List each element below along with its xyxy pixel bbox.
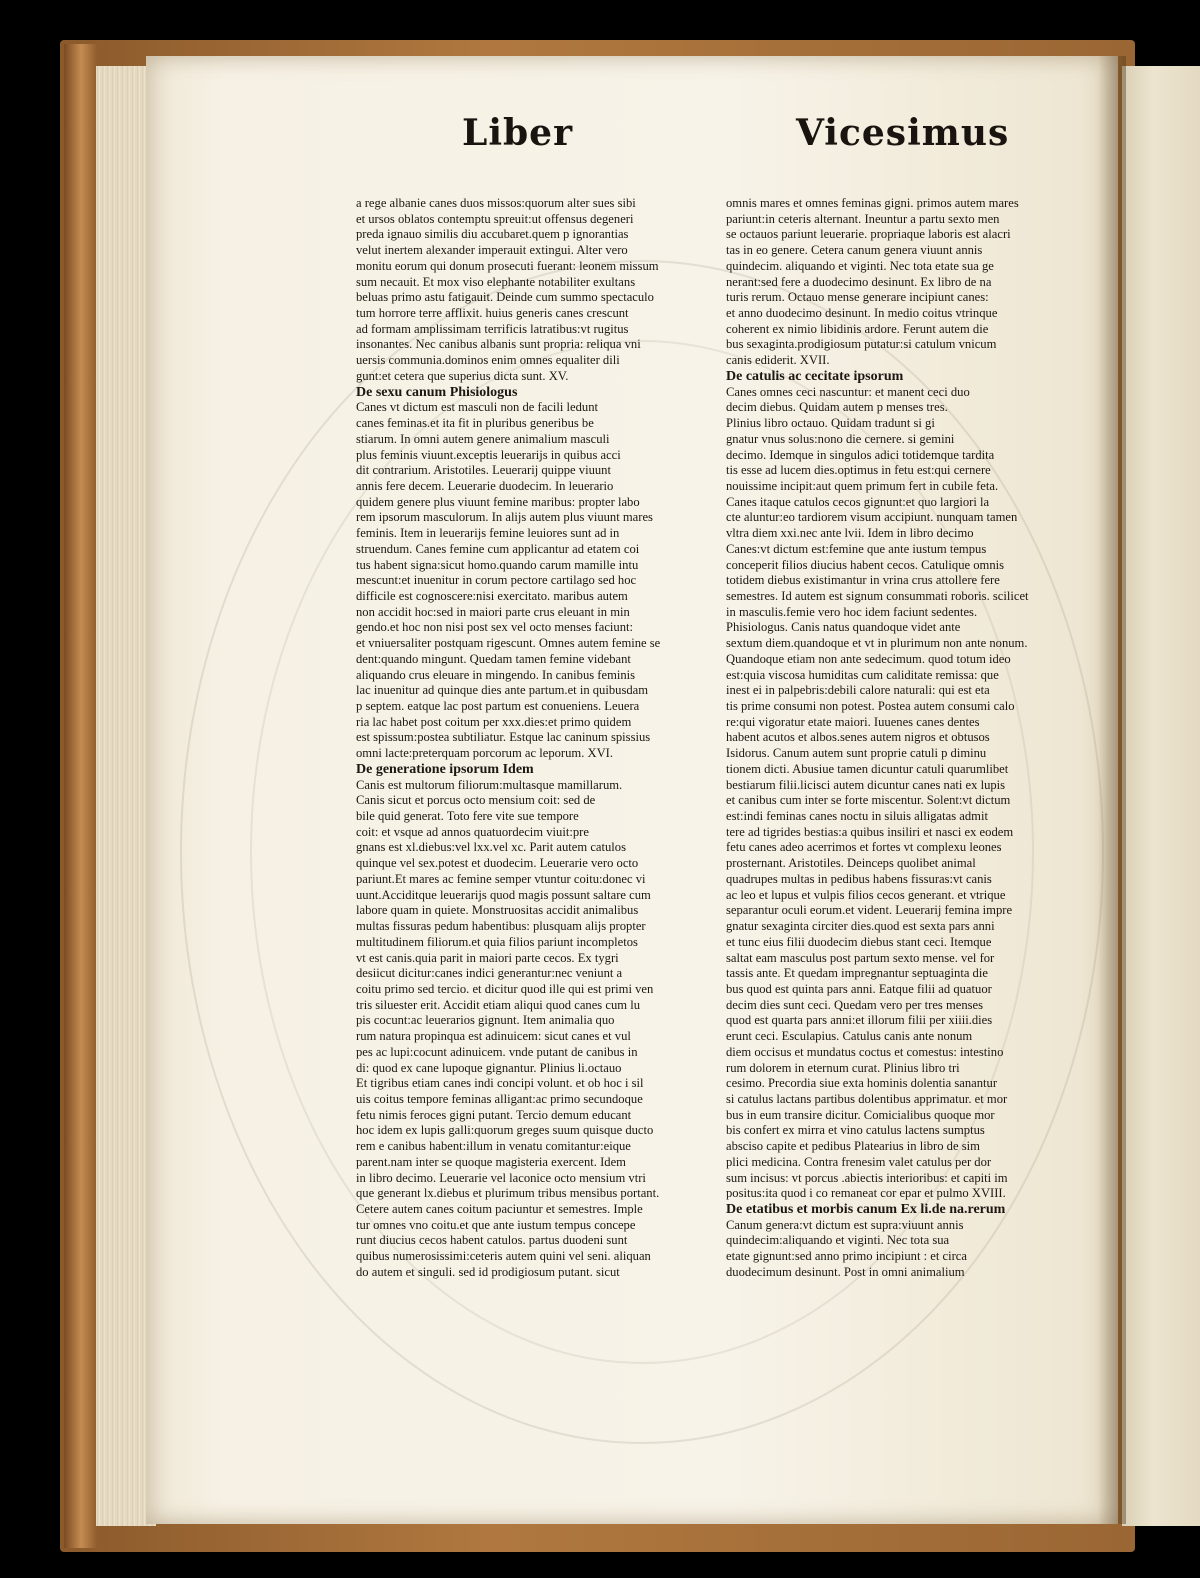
left-column-line: di: quod ex cane lupoque gignantur. Plinius li.octauo [356,1060,622,1075]
left-column-line: tur omnes vno coitu.et que ante iustum tempus concepe [356,1217,636,1232]
right-column-line: re:qui vigoratur etate maiori. Iuuenes canes dentes [726,714,980,729]
left-column-line: uis coitus tempore feminas alligant:ac primo secundoque [356,1091,643,1106]
left-column-line: multas fissuras pedum habentibus: plusquam alijs propter [356,919,646,934]
left-column-line: feminis. Item in leuerarijs femine leuiores sunt ad in [356,526,620,541]
right-column-line: quindecim:aliquando et viginti. Nec tota sua [726,1233,950,1248]
right-column-line: semestres. Id autem est signum consummati roboris. scilicet [726,588,1029,603]
right-column-line: conceperit filios diucius habent cecos. Catulique omnis [726,557,1005,572]
right-column-line: sum incisus: vt porcus .abiectis interioribus: et capiti im [726,1170,1008,1185]
right-column-line: absciso capite et pedibus Platearius in libro de sim [726,1139,980,1154]
left-column-line: Cetere autem canes coitum paciuntur et semestres. Imple [356,1202,643,1216]
left-column-line: beluas primo astu fatigauit. Deinde cum summo spectaculo [356,290,654,305]
left-column-line: rem e canibus habent:illum in venatu comitantur:eique [356,1139,631,1154]
left-column-line: runt diucius cecos habent catulos. partus duodeni sunt [356,1233,628,1248]
left-column-line: De sexu canum Phisiologus [356,384,518,400]
right-column-line: erunt ceci. Esculapius. Catulus canis ante nonum [726,1029,973,1044]
left-column-line: et vniuersaliter postquam rigescunt. Omnes autem femine se [356,636,661,651]
right-column-line: positus:ita quod i co remaneat cor epar et pulmo XVIII. [726,1186,1006,1201]
left-column-line: et ursos oblatos contemptu spreuit:ut offensus degeneri [356,211,634,226]
left-column-line: rum natura propinqua est adinuicem: sicut canes et vul [356,1029,631,1044]
right-column-line: tere ad tigrides bestias:a quibus insiliri et nasci ex eodem [726,824,1014,839]
right-column-line: si catulus lactans partibus dolentibus apprimatur. et mor [726,1091,1008,1106]
left-column-line: omni lacte:preterquam porcorum ac leporum. XVI. [356,746,614,761]
right-column-line: sextum diem.quandoque et vt in plurimum non ante nonum. [726,636,1028,651]
right-column-line: Canes:vt dictum est:femine que ante iustum tempus [726,541,987,556]
running-head-right: Vicesimus [796,112,1010,154]
left-column-line: struendum. Canes femine cum applicantur ad etatem coi [356,541,640,556]
right-column-line: tis prime consumi non potest. Postea autem consumi calo [726,699,1015,713]
left-column-line: ria lac habet post coitum per xxx.dies:et primo quidem [356,714,632,729]
left-column-line: est spissum:postea subtiliatur. Estque lac caninum spissius [356,730,651,745]
right-column-line: diem occisus et mundatus coctus et comestus: intestino [726,1044,1004,1059]
left-column-line: fetu nimis feroces gigni putant. Tercio demum educant [356,1107,632,1122]
right-column-line: habent acutos et albos.senes autem nigros et obtusos [726,730,990,745]
left-column-line: tum horrore terre afflixit. huius generis canes crescunt [356,306,629,321]
left-column-line: dent:quando mingunt. Quedam tamen femine videbant [356,651,631,666]
right-column-line: gnatur sexaginta circiter dies.quod est sexta pars anni [726,919,995,934]
right-column-line: et tunc eius filii duodecim diebus stant ceci. Itemque [726,934,992,949]
right-column-line: plici medicina. Contra frenesim valet catulus per dor [726,1154,992,1169]
right-column-line: Isidorus. Canum autem sunt proprie catuli p diminu [726,746,987,761]
left-column-line: insonantes. Nec canibus albanis sunt propria: reliqua vni [356,337,641,352]
binding-edge [64,44,98,1548]
right-column-line: decim diebus. Quidam autem p menses tres. [726,400,948,415]
right-column-line: prosternant. Aristotiles. Deinceps quolibet animal [726,856,976,871]
right-column-line: quod est quarta pars anni:et illorum filii per xiiii.dies [726,1013,993,1028]
right-column-line: turis rerum. Octauo mense generare incipiunt canes: [726,290,989,305]
left-column-line: pes ac lupi:cocunt adinuicem. vnde putant de canibus in [356,1044,638,1059]
right-column-line: quindecim. aliquando et viginti. Nec tota etate sua ge [726,258,994,273]
left-column-line: non accidit hoc:sed in maiori parte crus eleuant in min [356,604,630,619]
right-column-line: bus in eum transire dicitur. Comicialibus quoque mor [726,1107,995,1122]
left-column-line: coit: et vsque ad annos quatuordecim viuit:pre [356,824,589,839]
left-column-line: dit contrarium. Aristotiles. Leuerarij quippe viuunt [356,463,611,478]
left-column-line: que generant lx.diebus et plurimum tribus mensibus portant. [356,1186,660,1201]
right-column-line: Plinius libro octauo. Quidam tradunt si gi [726,416,935,431]
left-column-line: monitu eorum qui donum prosecuti fuerant: leonem missum [356,258,659,273]
right-column-line: etate gignunt:sed anno primo incipiunt : et circa [726,1249,967,1264]
left-column-line: lac inuenitur ad quinque dies ante partum.et in quibusdam [356,683,649,698]
right-column-line: omnis mares et omnes feminas gigni. primos autem mares [726,196,1019,210]
left-column-line: annis fere decem. Leuerarie duodecim. In leuerario [356,478,614,493]
left-column-line: parent.nam inter se quoque magisteria exercent. Idem [356,1154,626,1169]
right-column-line: gnatur vnus solus:nono die cernere. si gemini [726,431,955,446]
left-column-line: desiicut dicitur:canes indici generantur:nec veniunt a [356,966,623,981]
left-column-line: aliquando crus eleuare in mingendo. In canibus feminis [356,667,636,682]
left-column-line: uunt.Acciditque leuerarijs quod magis possunt saltare cum [356,887,651,902]
left-column-line: uersis communia.dominos enim omnes equaliter dili [356,353,620,368]
left-column-line: do autem et singuli. sed id prodigiosum putant. sicut [356,1264,620,1279]
left-column-line: tus habent signa:sicut homo.quando carum mamille intu [356,557,639,572]
left-column-line: difficile est cognoscere:nisi exercitato. maribus autem [356,588,628,603]
left-column-line: tris siluester erit. Accidit etiam aliqui quod canes cum lu [356,997,640,1012]
right-column-line: De catulis ac cecitate ipsorum [726,368,904,384]
right-column-line: quadrupes multas in pedibus habens fissuras:vt canis [726,871,992,886]
right-column-line: cesimo. Precordia siue exta hominis dolentia sanantur [726,1076,998,1091]
right-column-line: separantur oculi eorum.et vident. Leuerarij femina impre [726,903,1013,918]
left-column-line: Canis sicut et porcus octo mensium coit: sed de [356,793,596,808]
left-column-line: Canes vt dictum est masculi non de facili ledunt [356,400,599,415]
left-column-line: in libro decimo. Leuerarie vel laconice octo mensium vtri [356,1170,646,1185]
left-column-line: stiarum. In omni autem genere animalium masculi [356,431,610,446]
left-column-line: Et tigribus etiam canes indi concipi volunt. et ob hoc i sil [356,1076,644,1091]
left-column-line: vt est canis.quia parit in maiori parte cecos. Ex tygri [356,950,619,965]
left-column-line: coitu primo sed tercio. et dicitur quod ille qui est primi ven [356,981,654,996]
right-column-line: decim dies sunt ceci. Quedam vero per tres menses [726,997,984,1012]
right-column-line: tionem dicti. Abusiue tamen dicuntur catuli quarumlibet [726,761,1009,776]
right-column-line: et canibus cum inter se forte miscentur. Solent:vt dictum [726,793,1011,808]
left-column-line: pis cocunt:ac leuerarios gignunt. Item animalia quo [356,1013,615,1028]
left-column-line: rem ipsorum masculorum. In alijs autem plus viuunt mares [356,510,653,525]
gutter-shadow [1098,56,1126,1524]
left-column-line: mescunt:et inuenitur in corum pectore cartilago sed hoc [356,573,637,588]
right-column-line: saltat eam masculus post partum sexto mense. vel for [726,950,995,965]
right-column-line: fetu canes adeo acerrimos et fortes vt complexu leones [726,840,1002,855]
left-column-line: quibus numerosissimi:ceteris autem quini vel seni. aliquan [356,1249,651,1264]
left-column-line: bile quid generat. Toto fere vite sue tempore [356,809,579,824]
right-column-line: tas in eo genere. Cetera canum genera viuunt annis [726,243,983,258]
right-column-line: Quandoque etiam non ante sedecimum. quod totum ideo [726,651,1011,666]
right-column-line: Canes itaque catulos cecos gignunt:et quo largiori la [726,494,990,509]
left-column-line: quidem genere plus viuunt femine maribus: propter labo [356,494,640,509]
right-column-line: totidem diebus existimantur in vrina crus attollere fere [726,573,1000,588]
right-column-line: bis confert ex mirra et vino catulus lactens sumptus [726,1123,985,1138]
right-column-line: nouissime incipit:aut quem primum fert in cubile feta. [726,478,999,493]
right-column-line: De etatibus et morbis canum Ex li.de na.rerum [726,1202,1006,1217]
left-column-line: preda ignauo similis diu accubaret.quem p ignorantias [356,227,629,242]
right-column-line: tassis ante. Et quedam impregnantur septuaginta die [726,966,988,981]
left-column-line: labore quam in quiete. Monstruositas accidit animalibus [356,903,639,918]
right-column-line: et anno duodecimo desinunt. In medio coitus vtrinque [726,306,998,321]
text-column-right [726,196,1046,1281]
text-column-left [356,196,674,1281]
right-column-line: in masculis.femie vero hoc idem faciunt sedentes. [726,604,978,619]
right-column-line: est:indi feminas canes noctu in siluis alligatas admit [726,809,988,824]
right-column-line: bus quod est quinta pars anni. Eatque filii ad quatuor [726,981,992,996]
left-column-line: a rege albanie canes duos missos:quorum alter sues sibi [356,196,636,210]
left-column-line: Canis est multorum filiorum:multasque mamillarum. [356,777,623,792]
right-column-line: se octauos pariunt leuerarie. propriaque laboris est alacri [726,227,1011,242]
right-column-line: tis esse ad lucem dies.optimus in fetu est:qui cernere [726,463,991,478]
right-column-line: Phisiologus. Canis natus quandoque videt ante [726,620,961,635]
right-column-line: bus sexaginta.prodigiosum putatur:si catulum vnicum [726,337,997,352]
right-column-line: Canes omnes ceci nascuntur: et manent ceci duo [726,384,970,399]
right-column-line: pariunt:in ceteris alternant. Ineuntur a partu sexto men [726,211,1000,226]
right-column-line: decimo. Idemque in singulos adici totidemque tardita [726,447,995,462]
right-column-line: inest ei in palpebris:debili calore naturali: qui est eta [726,683,990,698]
left-column-line: De generatione ipsorum Idem [356,761,534,777]
facing-page [1122,66,1200,1526]
left-column-line: gendo.et hoc non nisi post sex vel octo menses faciunt: [356,620,634,635]
left-column-line: quinque vel sex.potest et duodecim. Leuerarie vero octo [356,856,639,871]
right-column-line: canis ediderit. XVII. [726,353,830,368]
right-column-line: coherent ex nimio libidinis ardore. Ferunt autem die [726,321,989,336]
left-column-line: p septem. eatque lac post partum est conueniens. Leuera [356,699,640,713]
right-column-line: rum dolorem in eternum curat. Plinius libro tri [726,1060,960,1075]
right-column-line: bestiarum filii.licisci autem dicuntur canes nati ex lupis [726,777,1006,792]
right-column-line: Canum genera:vt dictum est supra:viuunt annis [726,1217,964,1232]
left-column-line: ad formam amplissimam terrificis latratibus:vt rugitus [356,321,629,336]
left-column-line: hoc idem ex lupis galli:quorum greges suum quisque ducto [356,1123,654,1138]
left-column-line: sum necauit. Et mox viso elephante notabiliter exultans [356,274,636,289]
right-column-line: duodecimum desinunt. Post in omni animalium [726,1264,965,1279]
left-column-line: multitudinem filiorum.et quia filios pariunt incompletos [356,934,638,949]
right-column-line: nerant:sed fere a duodecimo desinunt. Ex libro de na [726,274,992,289]
left-column-line: gunt:et cetera que superius dicta sunt. XV. [356,368,569,383]
right-column-line: est:quia viscosa humiditas cum caliditate remissa: que [726,667,999,682]
left-column-line: plus feminis viuunt.exceptis leuerarijs in quibus acci [356,447,621,462]
left-column-line: pariunt.Et mares ac femine semper vtuntur coitu:donec vi [356,871,646,886]
right-column-line: vltra diem xxi.nec ante lvii. Idem in libro decimo [726,526,974,541]
right-column-line: cte aluntur:eo tardiorem visum accipiunt. nunquam tamen [726,510,1018,525]
running-head-left: Liber [462,112,574,154]
left-column-line: gnans est xl.diebus:vel lxx.vel xc. Parit autem catulos [356,840,627,855]
left-column-line: velut inertem alexander imperauit extingui. Alter vero [356,243,628,258]
left-column-line: canes feminas.et ita fit in pluribus generibus be [356,416,594,431]
right-column-line: ac leo et lupus et vulpis filios cecos generant. et vtrique [726,887,1006,902]
